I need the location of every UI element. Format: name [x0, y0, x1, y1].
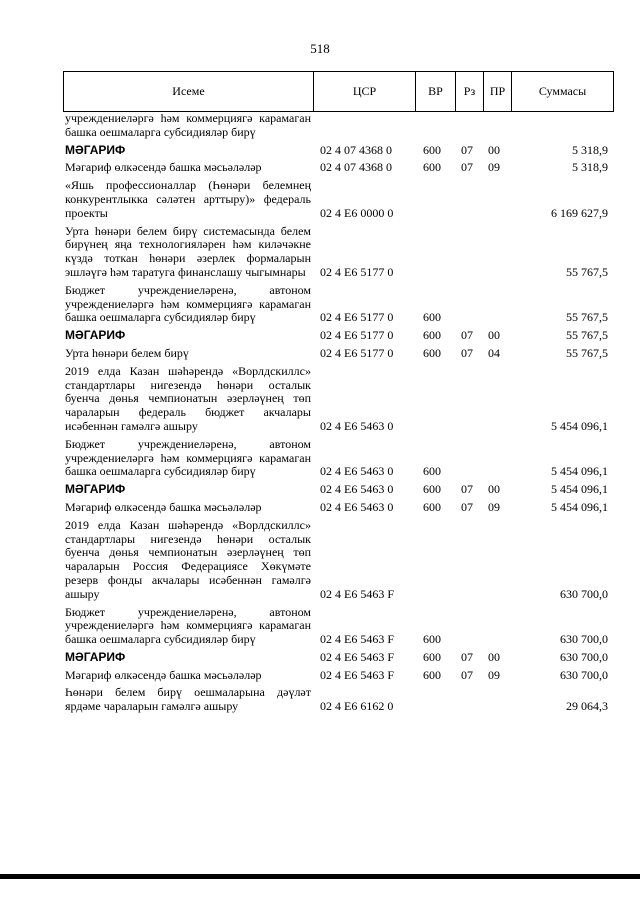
- row-sum: 630 700,0: [560, 586, 608, 601]
- row-vr: 600: [423, 667, 441, 682]
- row-pr: 09: [488, 667, 500, 682]
- row-vr: 600: [423, 328, 441, 343]
- row-sum: 5 454 096,1: [551, 482, 608, 497]
- row-csr: 02 4 E6 5463 F: [320, 667, 395, 682]
- row-sum: 630 700,0: [560, 667, 608, 682]
- row-name: Мәгариф өлкәсендә башка мәсьәләләр: [65, 499, 262, 514]
- header-sum: Суммасы: [538, 84, 587, 98]
- row-sum: 29 064,3: [566, 699, 608, 714]
- row-name: МӘГАРИФ: [65, 482, 126, 497]
- table-row: [63, 144, 614, 158]
- row-rz: 07: [461, 160, 473, 175]
- row-csr: 02 4 07 4368 0: [320, 142, 392, 157]
- row-csr: 02 4 E6 5177 0: [320, 264, 394, 279]
- row-name: Бюджет учреждениеләренә, автоном учреждениеләргә һәм коммерциягә карамаган башка оешмаларга субсидияләр бирү: [65, 282, 311, 325]
- row-name: «Яшь профессионаллар (Һөнәри белемнең конкурентлыкка сәләтен арттыру)» федераль проекты: [65, 178, 311, 220]
- row-sum: 630 700,0: [560, 649, 608, 664]
- table-row: [63, 483, 614, 497]
- row-name: Бюджет учреждениеләренә, автоном учреждениеләргә һәм коммерциягә карамаган башка оешмаларга субсидияләр бирү: [65, 604, 311, 647]
- row-sum: 5 454 096,1: [551, 418, 608, 433]
- row-rz: 07: [461, 142, 473, 157]
- table-row: [63, 179, 614, 220]
- row-csr: 02 4 E6 5177 0: [320, 310, 394, 325]
- row-csr: 02 4 E6 5463 F: [320, 632, 395, 647]
- header-rz: Рз: [456, 72, 484, 111]
- table-row: [63, 365, 614, 434]
- page-edge-bar: [0, 874, 640, 879]
- row-sum: 5 318,9: [572, 142, 608, 157]
- row-name: Урта һөнәри белем бирү: [65, 345, 189, 360]
- header-csr: ЦСР: [314, 72, 416, 111]
- table-row: [63, 651, 614, 665]
- row-csr: 02 4 E6 5177 0: [320, 328, 394, 343]
- table-header: [63, 71, 614, 112]
- row-name: 2019 елда Казан шәһәрендә «Ворлдскиллс» стандартлары нигезендә һөнәри осталык буенча дөнья чемпионатын әзерләүнең төп чараларын Россия Федерациясе Хөкүмәте резерв фонды акчалары исәбеннән гамәлгә ашыру: [65, 517, 311, 601]
- row-sum: 5 454 096,1: [551, 499, 608, 514]
- row-name: Һөнәри белем бирү оешмаларына дәүләт ярдәме чараларын гамәлгә ашыру: [65, 685, 311, 714]
- row-vr: 600: [423, 632, 441, 647]
- table-row: [63, 112, 614, 140]
- row-vr: 600: [423, 649, 441, 664]
- row-csr: 02 4 E6 5463 0: [320, 499, 394, 514]
- row-csr: 02 4 E6 5463 F: [320, 586, 395, 601]
- row-pr: 00: [488, 649, 500, 664]
- row-pr: 00: [488, 142, 500, 157]
- row-name: МӘГАРИФ: [65, 649, 126, 664]
- page-number: 518: [310, 41, 330, 56]
- row-name: МӘГАРИФ: [65, 142, 126, 157]
- row-csr: 02 4 E6 5463 0: [320, 482, 394, 497]
- table-row: [63, 225, 614, 280]
- row-rz: 07: [461, 649, 473, 664]
- row-name: МӘГАРИФ: [65, 328, 126, 343]
- row-sum: 5 454 096,1: [551, 464, 608, 479]
- row-csr: 02 4 E6 5177 0: [320, 345, 394, 360]
- row-sum: 55 767,5: [566, 328, 608, 343]
- row-csr: 02 4 E6 5463 F: [320, 649, 395, 664]
- row-name: учреждениеләргә һәм коммерциягә карамаган башка оешмаларга субсидияләр бирү: [65, 111, 311, 139]
- row-csr: 02 4 07 4368 0: [320, 160, 392, 175]
- row-rz: 07: [461, 345, 473, 360]
- table-row: [63, 329, 614, 343]
- row-vr: 600: [423, 482, 441, 497]
- row-rz: 07: [461, 499, 473, 514]
- row-pr: 00: [488, 328, 500, 343]
- header-pr: ПР: [484, 72, 512, 111]
- table-row: [63, 284, 614, 325]
- table-row: [63, 606, 614, 647]
- row-vr: 600: [423, 464, 441, 479]
- header-vr: ВР: [416, 72, 456, 111]
- row-rz: 07: [461, 328, 473, 343]
- row-vr: 600: [423, 142, 441, 157]
- row-name: 2019 елда Казан шәһәрендә «Ворлдскиллс» стандартлары нигезендә һөнәри осталык буенча дөнья чемпионатын әзерләүнең төп чараларын федераль бюджет акчалары исәбеннән гамәлгә ашыру: [65, 363, 311, 433]
- row-csr: 02 4 E6 5463 0: [320, 418, 394, 433]
- row-pr: 09: [488, 160, 500, 175]
- row-sum: 630 700,0: [560, 632, 608, 647]
- header-name: Исеме: [64, 72, 314, 111]
- row-pr: 04: [488, 345, 500, 360]
- table-row: [63, 501, 614, 515]
- row-sum: 5 318,9: [572, 160, 608, 175]
- row-csr: 02 4 E6 6162 0: [320, 699, 394, 714]
- row-name: Бюджет учреждениеләренә, автоном учреждениеләргә һәм коммерциягә карамаган башка оешмаларга субсидияләр бирү: [65, 436, 311, 479]
- table-row: [63, 347, 614, 361]
- row-vr: 600: [423, 160, 441, 175]
- row-vr: 600: [423, 345, 441, 360]
- row-csr: 02 4 E6 5463 0: [320, 464, 394, 479]
- row-name: Мәгариф өлкәсендә башка мәсьәләләр: [65, 160, 262, 175]
- row-csr: 02 4 E6 0000 0: [320, 205, 394, 220]
- table-row: [63, 519, 614, 602]
- row-vr: 600: [423, 310, 441, 325]
- row-rz: 07: [461, 482, 473, 497]
- row-name: Мәгариф өлкәсендә башка мәсьәләләр: [65, 667, 262, 682]
- row-pr: 00: [488, 482, 500, 497]
- budget-table: [63, 71, 614, 718]
- row-sum: 55 767,5: [566, 310, 608, 325]
- row-sum: 55 767,5: [566, 345, 608, 360]
- table-row: [63, 669, 614, 683]
- row-sum: 55 767,5: [566, 264, 608, 279]
- row-rz: 07: [461, 667, 473, 682]
- table-row: [63, 161, 614, 175]
- row-sum: 6 169 627,9: [551, 205, 608, 220]
- table-row: [63, 438, 614, 479]
- row-vr: 600: [423, 499, 441, 514]
- table-row: [63, 686, 614, 714]
- table-body: [63, 112, 614, 718]
- row-name: Урта һөнәри белем бирү системасында белем бирүнең яңа технологияләрен һәм киләчәкне күздә тоткан һөнәри әзерлек формаларын эшләүгә һәм таратуга финанслашу чыгымнары: [65, 223, 311, 279]
- row-pr: 09: [488, 499, 500, 514]
